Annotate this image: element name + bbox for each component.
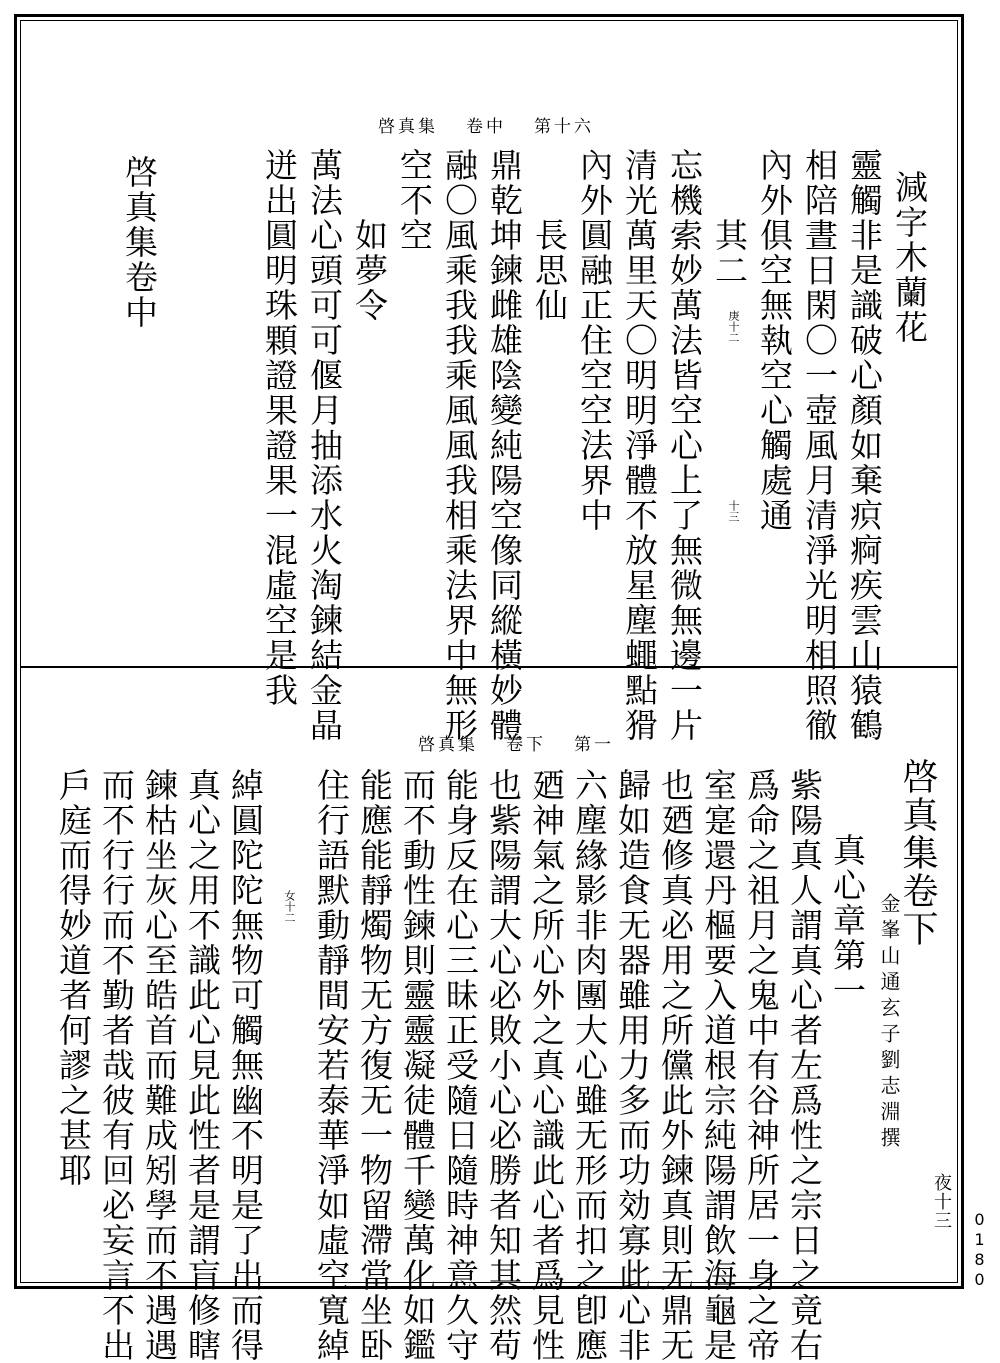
bottom-col-5: 爲命之祖月之鬼中有谷神所居一身之帝: [742, 768, 781, 1363]
top-col-1: 減字木蘭花: [890, 170, 929, 345]
header-book: 啓真集: [418, 735, 478, 755]
bottom-col-13: 而不動性鍊則靈靈凝徒體千變萬化如鑑: [398, 768, 437, 1363]
bottom-col-10: 廼神氣之所心外之真心識此心者爲見性: [527, 768, 566, 1363]
bottom-note-1: 女十二: [283, 890, 296, 923]
bottom-col-18: 鍊枯坐灰心至皓首而難成矧學而不遇遇: [140, 768, 179, 1363]
bottom-col-14: 能應能靜燭物无方復无一物留滯當坐卧: [355, 768, 394, 1363]
top-col-11: 融〇風乘我我乘風風我相乘法界中無形: [440, 148, 479, 743]
bottom-col-12: 能身反在心三昧正受隨日隨時神意久守: [441, 768, 480, 1363]
header-book: 啓真集: [378, 117, 438, 137]
top-note-1: 庚十二: [727, 310, 740, 343]
bottom-col-8: 歸如造食无器雖用力多而功効寡此心非: [613, 768, 652, 1363]
top-col-7: 清光萬里天〇明明淨體不放星塵蠅點猾: [620, 148, 659, 743]
top-page: [20, 20, 958, 743]
top-col-9: 長思仙: [530, 218, 569, 323]
bottom-col-6: 室寔還丹樞要入道根宗純陽謂飲海龜是: [699, 768, 738, 1363]
top-col-14: 萬法心頭可可偃月抽添水火淘鍊結金晶: [305, 148, 344, 743]
bottom-col-20: 戶庭而得妙道者何謬之甚耶: [54, 768, 93, 1188]
bottom-col-19: 而不行行而不勤者哉彼有回必妄言不出: [97, 768, 136, 1363]
bottom-col-author: 金峯山通玄子劉志淵撰: [877, 893, 901, 1153]
top-col-5: 其二: [710, 218, 749, 288]
bottom-col-4: 紫陽真人謂真心者左爲性之宗日之竟右: [785, 768, 824, 1363]
header-page: 第一: [574, 735, 614, 755]
bottom-page: [20, 668, 958, 1363]
top-col-12: 空不空: [395, 148, 434, 253]
bottom-col-15: 住行語默動靜間安若泰華淨如虛空寬綽: [312, 768, 351, 1363]
bottom-col-7: 也廼修真必用之所儻此外鍊真則无鼎无: [656, 768, 695, 1363]
bottom-col-17: 真心之用不識此心見此性者是謂盲修瞎: [183, 768, 222, 1363]
header-volume: 卷中: [466, 117, 506, 137]
bottom-col-9: 六塵緣影非肉團大心雖无形而扣之卽應: [570, 768, 609, 1363]
top-col-2: 靈觸非是識破心顏如棄疻痾疾雲山猿鶴: [845, 148, 884, 743]
top-col-15: 迸出圓明珠顆證果證果一混虛空是我: [260, 148, 299, 708]
page-mark: 夜十三: [931, 1173, 952, 1230]
bottom-col-title: 啓真集卷下: [897, 758, 938, 948]
top-col-4: 內外俱空無執空心觸處通: [755, 148, 794, 533]
bottom-col-16: 綽圓陀陀無物可觸無幽不明是了出而得: [226, 768, 265, 1363]
bottom-col-3: 真心章第一: [828, 833, 867, 1008]
top-col-volume-end: 啓真集卷中: [120, 155, 159, 330]
header-page: 第十六: [534, 117, 594, 137]
top-col-3: 相陪晝日閑〇一壺風月清淨光明相照徹: [800, 148, 839, 743]
top-page-header: [350, 112, 594, 137]
top-col-13: 如夢令: [350, 218, 389, 323]
side-page-number: 0180: [970, 1210, 989, 1290]
header-volume: 卷下: [506, 735, 546, 755]
top-col-10: 鼎乾坤鍊雌雄陰變純陽空像同縱橫妙體: [485, 148, 524, 743]
bottom-page-header: [390, 730, 614, 755]
top-col-8: 內外圓融正住空空法界中: [575, 148, 614, 533]
bottom-col-11: 也紫陽謂大心必敗小心必勝者知其然苟: [484, 768, 523, 1363]
top-note-2: 十三: [727, 500, 740, 522]
top-col-6: 忘機索妙萬法皆空心上了無微無邊一片: [665, 148, 704, 743]
